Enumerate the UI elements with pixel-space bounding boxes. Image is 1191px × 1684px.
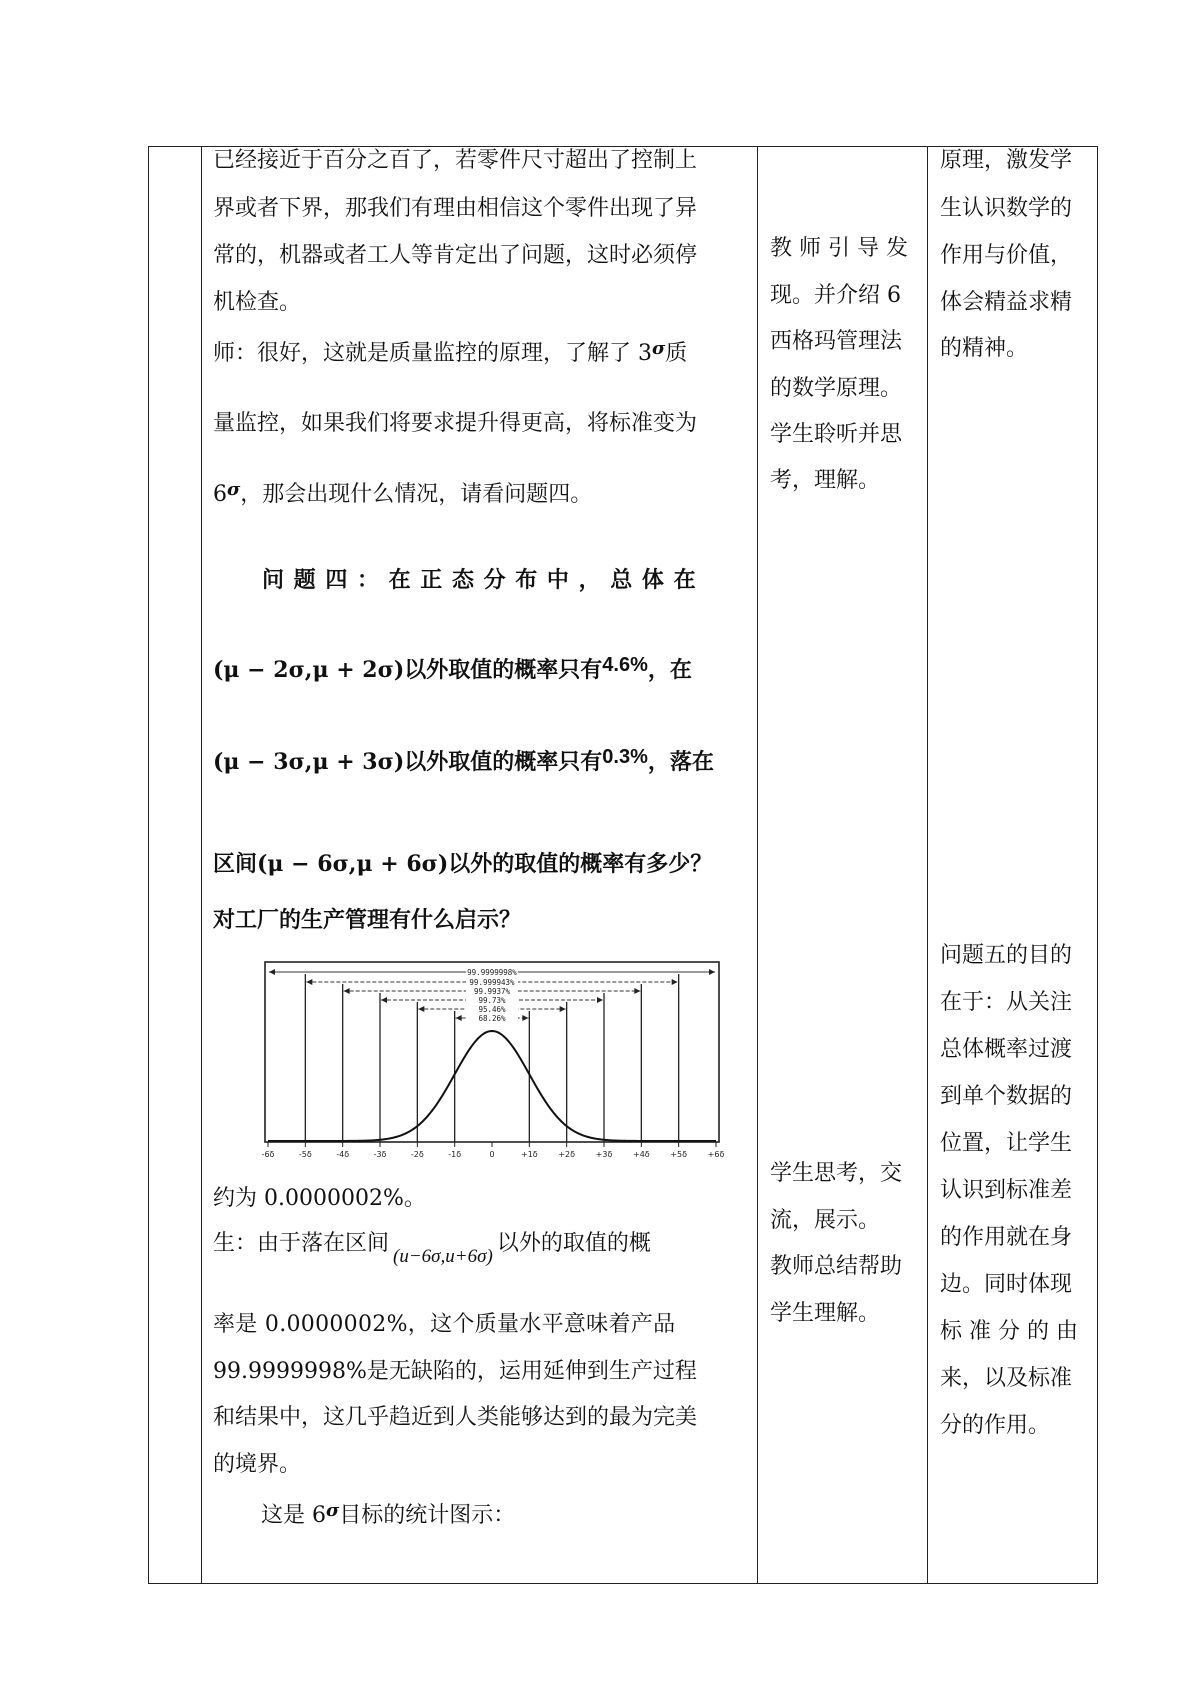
question-four-heading: 问 题 四 ： 在 正 态 分 布 中 ， 总 体 在 bbox=[262, 567, 697, 593]
purpose-line: 来，以及标准 bbox=[940, 1366, 1073, 1391]
teacher-text: 师：很好，这就是质量监控的原理，了解了 3 bbox=[213, 341, 652, 366]
x-tick-label: +1δ bbox=[520, 1150, 538, 1159]
six-sigma-chart bbox=[261, 960, 725, 1168]
question-text: 以外取值的概率只有 bbox=[404, 657, 603, 683]
x-tick-label: +6δ bbox=[707, 1150, 725, 1159]
text-line: 已经接近于百分之百了，若零件尺寸超出了控制上 bbox=[213, 148, 698, 173]
student-line: 99.9999998%是无缺陷的，运用延伸到生产过程 bbox=[213, 1359, 697, 1384]
teacher-text: 6 bbox=[213, 482, 227, 507]
column-divider bbox=[757, 147, 758, 1583]
purpose-line: 标 准 分 的 由 bbox=[940, 1319, 1078, 1344]
text-line: 常的，机器或者工人等肯定出了问题，这时必须停 bbox=[213, 243, 698, 268]
activity-line: 西格玛管理法 bbox=[770, 329, 903, 354]
purpose-line: 生认识数学的 bbox=[940, 196, 1073, 221]
range-label: 99.9937% bbox=[473, 987, 511, 996]
purpose-line: 问题五的目的 bbox=[940, 943, 1073, 968]
activity-line: 现。并介绍 6 bbox=[770, 283, 901, 308]
question-text: 区间 bbox=[213, 851, 258, 877]
activity-line: 学生理解。 bbox=[770, 1301, 881, 1326]
x-tick-label: -3δ bbox=[373, 1150, 387, 1159]
x-tick-label: 0 bbox=[489, 1150, 495, 1159]
purpose-line: 的精神。 bbox=[940, 336, 1029, 361]
range-arrowhead bbox=[306, 979, 312, 985]
question-four-line bbox=[213, 848, 712, 880]
activity-line: 考，理解。 bbox=[770, 468, 881, 493]
range-arrowhead bbox=[560, 1006, 566, 1012]
interval-formula: (μ − 3σ,μ + 3σ) bbox=[213, 749, 405, 775]
question-four-line bbox=[213, 654, 692, 687]
interval-formula: (μ − 2σ,μ + 2σ) bbox=[213, 657, 405, 683]
text-line: 界或者下界，那我们有理由相信这个零件出现了异 bbox=[213, 196, 698, 221]
text-line: 机检查。 bbox=[213, 290, 302, 315]
x-tick-label: +2δ bbox=[558, 1150, 576, 1159]
interval-formula: (μ − 6σ,μ + 6σ) bbox=[257, 851, 449, 877]
range-arrowhead bbox=[597, 997, 603, 1003]
range-label: 68.26% bbox=[478, 1014, 506, 1023]
range-arrowhead bbox=[456, 1015, 462, 1021]
purpose-line: 位置，让学生 bbox=[940, 1131, 1073, 1156]
range-arrowhead bbox=[634, 988, 640, 994]
closing-text: 这是 6 bbox=[261, 1503, 326, 1528]
activity-line: 的数学原理。 bbox=[770, 376, 903, 401]
purpose-line: 分的作用。 bbox=[940, 1413, 1051, 1438]
range-label: 99.73% bbox=[478, 996, 506, 1005]
purpose-line: 认识到标准差 bbox=[940, 1178, 1073, 1203]
probability-value: 0.3% bbox=[602, 746, 648, 768]
activity-line: 学生聆听并思 bbox=[770, 422, 903, 447]
activity-line: 学生思考，交 bbox=[770, 1161, 903, 1186]
column-divider bbox=[927, 147, 928, 1583]
x-tick-label: -2δ bbox=[410, 1150, 424, 1159]
sigma-symbol: σ bbox=[227, 479, 241, 500]
closing-text: 目标的统计图示： bbox=[339, 1503, 516, 1528]
student-text: 以外的取值的概 bbox=[496, 1231, 651, 1256]
student-line: 和结果中，这几乎趋近到人类能够达到的最为完美 bbox=[213, 1405, 698, 1430]
sigma-symbol: σ bbox=[326, 1500, 340, 1521]
range-arrowhead bbox=[522, 1015, 528, 1021]
teacher-text: 质 bbox=[665, 341, 688, 366]
question-text: ，落在 bbox=[647, 749, 714, 775]
x-tick-label: -5δ bbox=[298, 1150, 312, 1159]
student-line: 率是 0.0000002%，这个质量水平意味着产品 bbox=[213, 1312, 676, 1337]
range-label: 95.46% bbox=[478, 1005, 506, 1014]
x-tick-label: -1δ bbox=[448, 1150, 462, 1159]
activity-line: 流，展示。 bbox=[770, 1208, 881, 1233]
range-label: 99.999943% bbox=[469, 978, 515, 987]
range-arrowhead bbox=[672, 979, 678, 985]
purpose-line: 体会精益求精 bbox=[940, 290, 1073, 315]
purpose-line: 的作用就在身 bbox=[940, 1225, 1073, 1250]
closing-line bbox=[261, 1500, 515, 1533]
purpose-line: 到单个数据的 bbox=[940, 1084, 1073, 1109]
range-arrowhead bbox=[418, 1006, 424, 1012]
range-arrowhead bbox=[709, 969, 715, 975]
activity-line: 教师总结帮助 bbox=[770, 1254, 903, 1279]
range-label: 99.9999998% bbox=[467, 968, 517, 977]
question-four-line bbox=[213, 746, 714, 779]
normal-curve bbox=[268, 1031, 716, 1141]
x-tick-label: +3δ bbox=[595, 1150, 613, 1159]
column-divider bbox=[201, 147, 202, 1583]
student-line bbox=[213, 1228, 651, 1267]
range-arrowhead bbox=[381, 997, 387, 1003]
x-tick-label: -6δ bbox=[261, 1150, 275, 1159]
x-tick-label: +5δ bbox=[670, 1150, 688, 1159]
range-arrowhead bbox=[344, 988, 350, 994]
purpose-line: 边。同时体现 bbox=[940, 1272, 1073, 1297]
interval-formula: (u−6σ,u+6σ) bbox=[393, 1246, 493, 1267]
question-four-line: 对工厂的生产管理有什么启示？ bbox=[213, 907, 522, 933]
teacher-line bbox=[213, 338, 687, 371]
x-tick-label: +4δ bbox=[632, 1150, 650, 1159]
purpose-line: 在于：从关注 bbox=[940, 990, 1073, 1015]
student-text: 生：由于落在区间 bbox=[213, 1231, 390, 1256]
purpose-line: 原理，激发学 bbox=[940, 148, 1073, 173]
probability-value: 4.6% bbox=[602, 654, 648, 676]
activity-line: 教 师 引 导 发 bbox=[770, 236, 908, 261]
question-text: 以外的取值的概率有多少？ bbox=[448, 851, 713, 877]
x-tick-label: -4δ bbox=[336, 1150, 350, 1159]
purpose-line: 总体概率过渡 bbox=[940, 1037, 1073, 1062]
teacher-line bbox=[213, 479, 592, 512]
teacher-line: 量监控，如果我们将要求提升得更高，将标准变为 bbox=[213, 411, 698, 436]
sigma-symbol: σ bbox=[652, 338, 666, 359]
approx-text: 约为 0.0000002%。 bbox=[213, 1186, 426, 1211]
student-line: 的境界。 bbox=[213, 1452, 302, 1477]
range-arrowhead bbox=[269, 969, 275, 975]
question-text: 以外取值的概率只有 bbox=[404, 749, 603, 775]
approx-line bbox=[213, 1183, 426, 1215]
question-text: ，在 bbox=[647, 657, 692, 683]
teacher-text: ，那会出现什么情况，请看问题四。 bbox=[240, 482, 593, 507]
purpose-line: 作用与价值， bbox=[940, 243, 1073, 268]
